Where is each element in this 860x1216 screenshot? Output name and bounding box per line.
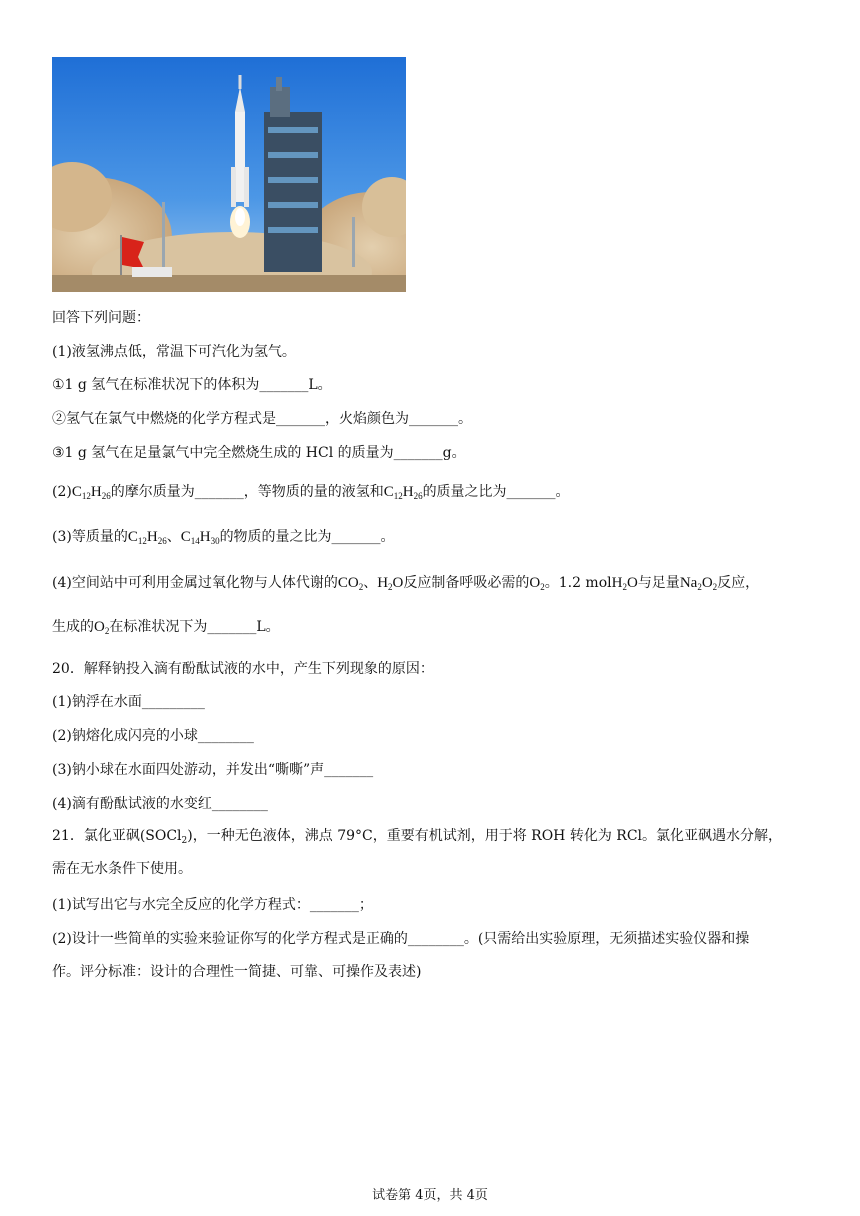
question-4-line-1: (4)空间站中可利用金属过氧化物与人体代谢的$CO_2$、$H_2O$反应制备呼吸必需的$O_2$。1.2 molH$_2$O与足量$Na_2O_2$反应， bbox=[52, 575, 760, 592]
q1-stem: (1)液氢沸点低，常温下可汽化为氢气。 bbox=[52, 344, 296, 360]
q21-item-2-line-2: 作。评分标准：设计的合理性一简捷、可靠、可操作及表述) bbox=[52, 964, 422, 980]
page-footer: 试卷第 4页，共 4页 bbox=[372, 1188, 488, 1203]
q20-item-1: (1)钠浮在水面_________ bbox=[52, 694, 205, 710]
q1-part-c: ③1 g 氢气在足量氯气中完全燃烧生成的 HCl 的质量为_______g。 bbox=[52, 445, 466, 461]
question-4-line-2: 生成的$O_2$在标准状况下为_______L。 bbox=[52, 619, 280, 636]
rocket-launch-photo bbox=[52, 57, 406, 292]
question-2: $(2)C_{12}H_{26}$的摩尔质量为_______，等物质的量的液氢和$C_{12}H_{26}$的质量之比为_______。 bbox=[52, 484, 570, 501]
q20-item-2: (2)钠熔化成闪亮的小球________ bbox=[52, 728, 254, 744]
q20-item-3: (3)钠小球在水面四处游动，并发出“嘶嘶”声_______ bbox=[52, 762, 374, 778]
q21-line-2: 需在无水条件下使用。 bbox=[52, 861, 192, 877]
question-3: (3)等质量的$C_{12}H_{26}$、$C_{14}H_{30}$的物质的量之比为_______。 bbox=[52, 529, 395, 546]
q21-item-1: (1)试写出它与水完全反应的化学方程式：_______； bbox=[52, 897, 373, 913]
q1-part-a: ①1 g 氢气在标准状况下的体积为_______L。 bbox=[52, 377, 332, 393]
q20-item-4: (4)滴有酚酞试液的水变红________ bbox=[52, 796, 268, 812]
q20-title: 20．解释钠投入滴有酚酞试液的水中，产生下列现象的原因： bbox=[52, 661, 434, 677]
q21-item-2-line-1: (2)设计一些简单的实验来验证你写的化学方程式是正确的________。(只需给出实验原理，无须描述实验仪器和操 bbox=[52, 931, 750, 947]
q1-part-b: ②氢气在氯气中燃烧的化学方程式是_______，火焰颜色为_______。 bbox=[52, 411, 472, 427]
intro-text: 回答下列问题： bbox=[52, 310, 150, 326]
q21-line-1: 21．氯化亚砜(SOCl$_2$)，一种无色液体，沸点 79°C，重要有机试剂，用于将 ROH 转化为 RCl。氯化亚砜遇水分解， bbox=[52, 828, 783, 846]
